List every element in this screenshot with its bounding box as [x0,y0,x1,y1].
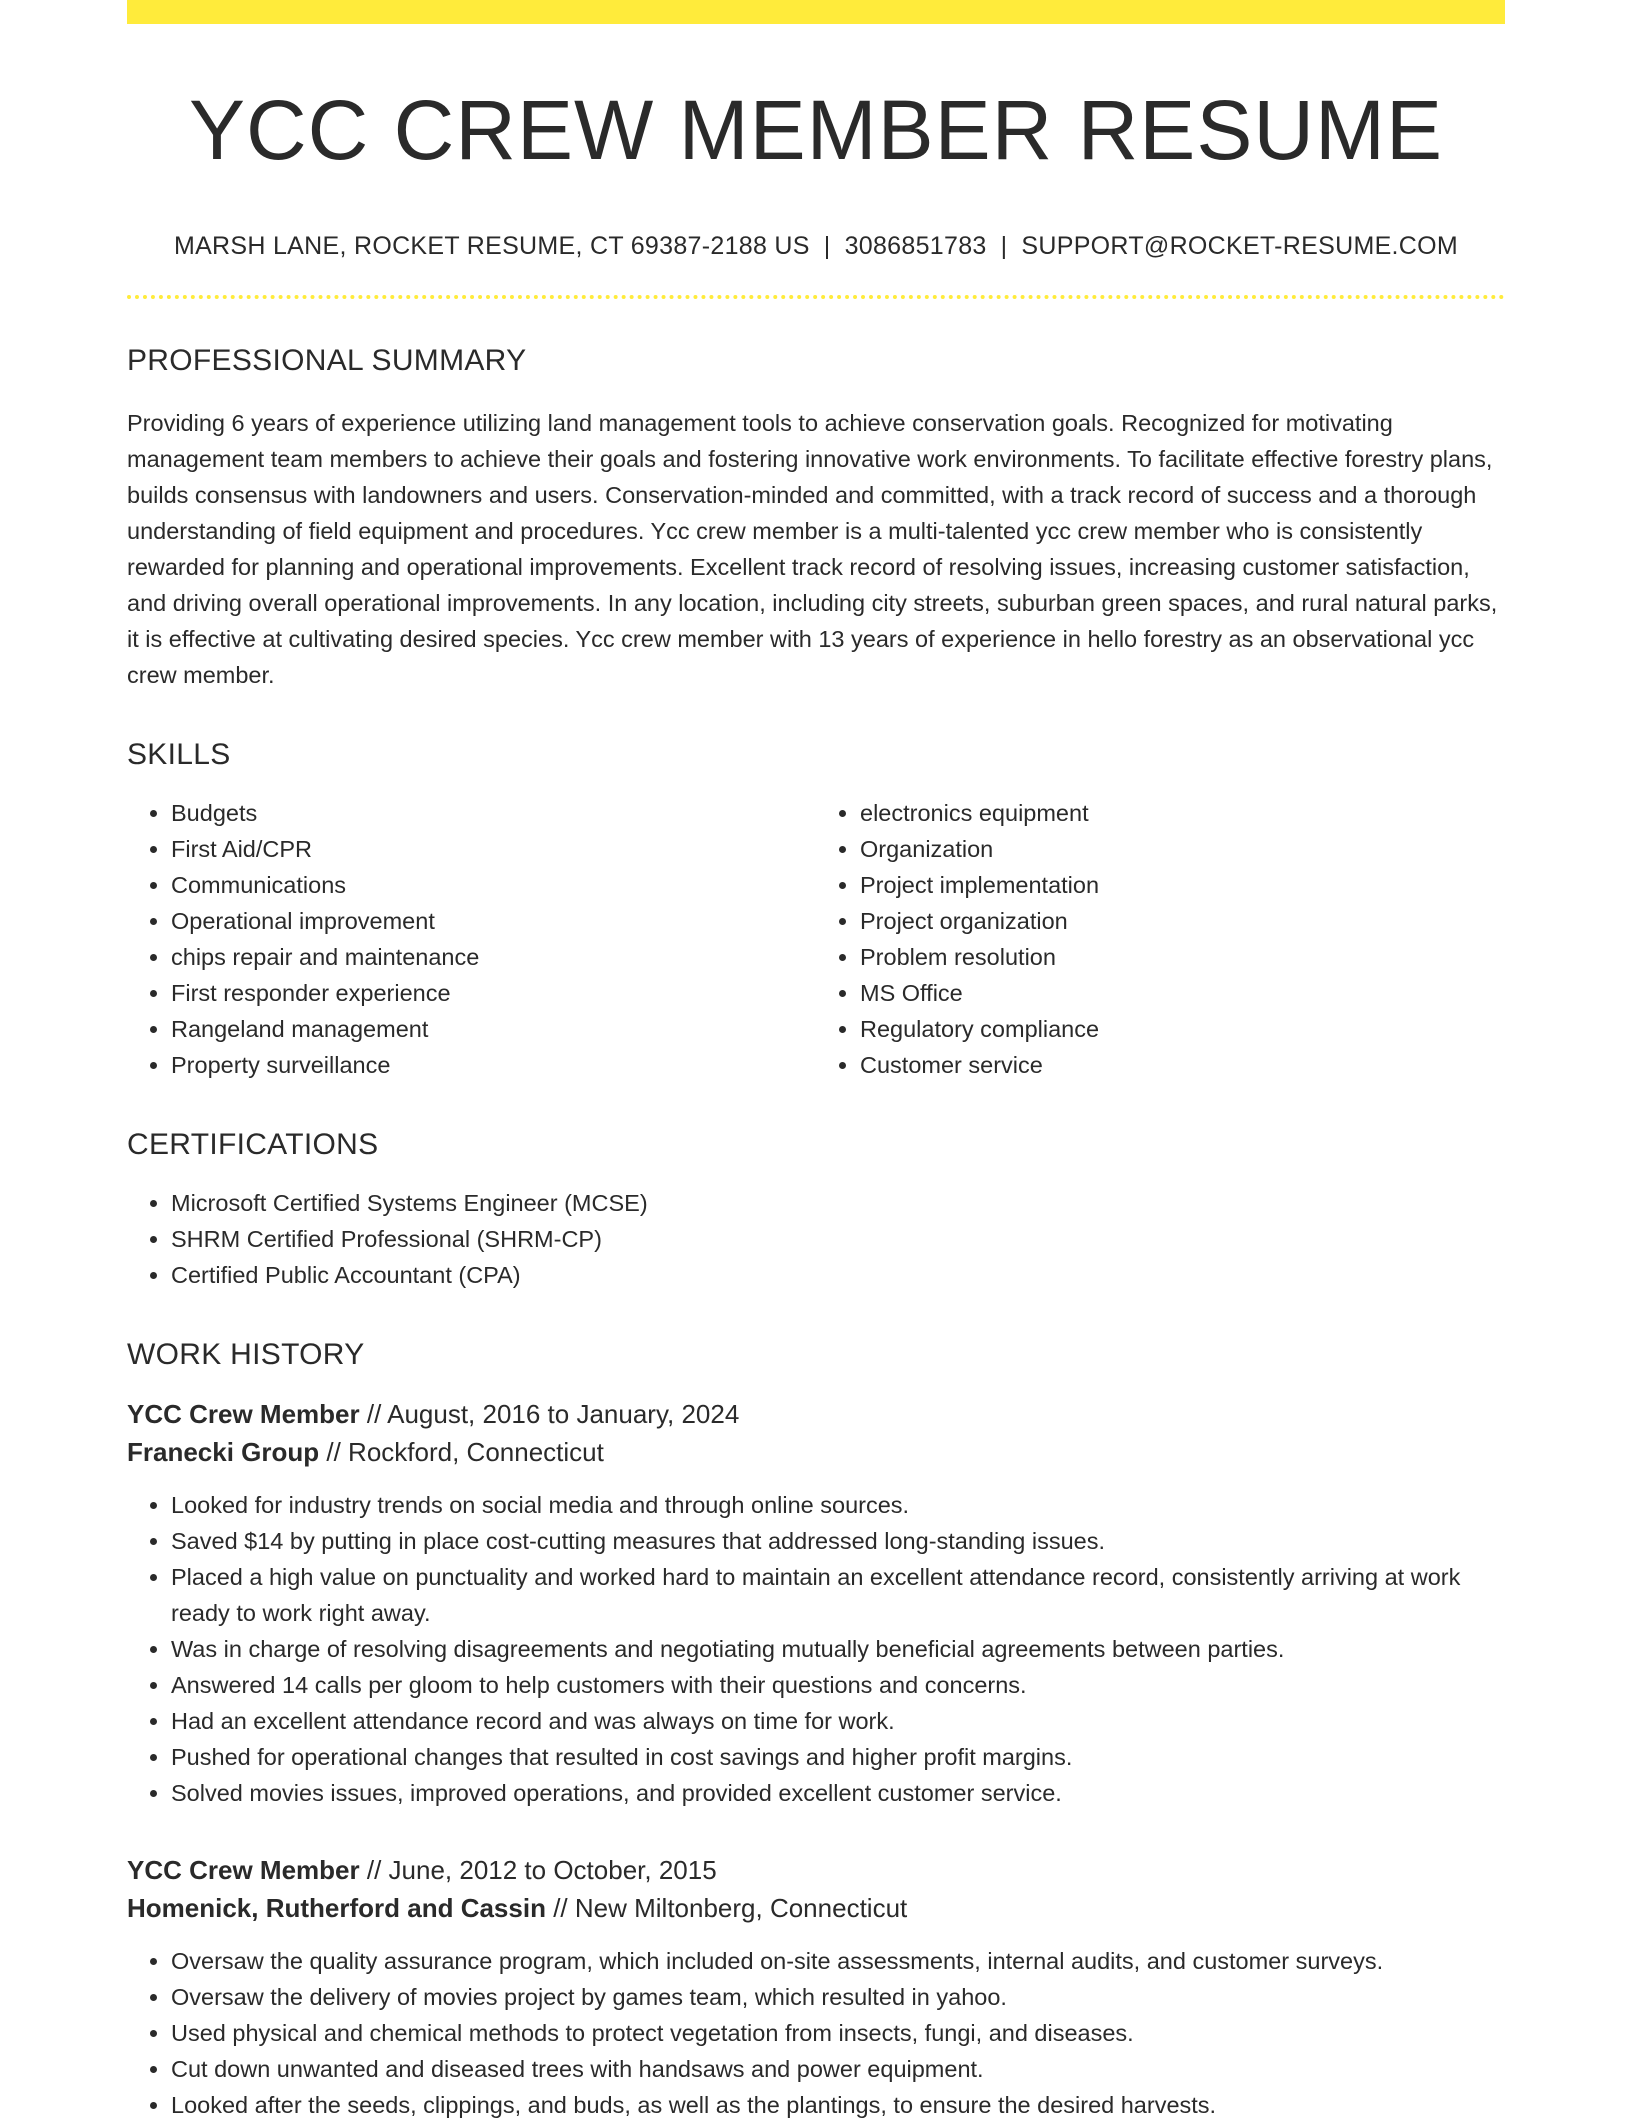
job-location: // New Miltonberg, Connecticut [553,1893,908,1924]
summary-heading: PROFESSIONAL SUMMARY [127,344,527,378]
job-title-line [127,1395,1505,1433]
job-bullet: • Was in charge of resolving disagreements and negotiating mutually beneficial agreements between parties. [171,1631,1505,1667]
job-company-line [127,1889,1505,1927]
job-location: // Rockford, Connecticut [326,1437,604,1468]
contact-phone: 3086851783 [844,232,987,261]
skills-grid [127,795,1505,1083]
skill-item: • electronics equipment [860,795,1505,831]
job-bullet: • Used physical and chemical methods to protect vegetation from insects, fungi, and diseases. [171,2015,1505,2051]
job-dates: // August, 2016 to January, 2024 [366,1399,740,1430]
certifications-heading: CERTIFICATIONS [127,1128,379,1162]
skill-item: • Project implementation [860,867,1505,903]
skill-item: • Operational improvement [171,903,816,939]
job-bullet: • Looked for industry trends on social media and through online sources. [171,1487,1505,1523]
certification-item: • Microsoft Certified Systems Engineer (MCSE) [171,1185,1505,1221]
skills-heading: SKILLS [127,738,231,772]
job-company: Homenick, Rutherford and Cassin [127,1893,546,1924]
job-company-line [127,1433,1505,1471]
job-bullet: • Placed a high value on punctuality and worked hard to maintain an excellent attendance record, consistently arriving at work ready to work right away. [171,1559,1505,1631]
job-title-line [127,1851,1505,1889]
skill-item: • First Aid/CPR [171,831,816,867]
job-title: YCC Crew Member [127,1399,360,1430]
resume-page [127,0,1505,2123]
certifications-list [127,1185,1505,1293]
skills-list-right [816,795,1505,1083]
job-bullet: • Cut down unwanted and diseased trees with handsaws and power equipment. [171,2051,1505,2087]
skill-item: • chips repair and maintenance [171,939,816,975]
summary-text: Providing 6 years of experience utilizing land management tools to achieve conservation goals. Recognized for motivating management team members to achieve their goals and fostering innovative work environments. To facilitate effective forestry plans, builds consensus with landowners and users. Conservation-minded and committed, with a track record of success and a thorough understanding of field equipment and procedures. Ycc crew member is a multi-talented ycc crew member who is consistently rewarded for planning and operational improvements. Excellent track record of resolving issues, increasing customer satisfaction, and driving overall operational improvements. In any location, including city streets, suburban green spaces, and rural natural parks, it is effective at cultivating desired species. Ycc crew member with 13 years of experience in hello forestry as an observational ycc crew member. [127,410,1498,689]
job-entry [127,1851,1505,2123]
job-bullet: • Oversaw the quality assurance program, which included on-site assessments, internal audits, and customer surveys. [171,1943,1505,1979]
certification-item: • SHRM Certified Professional (SHRM-CP) [171,1221,1505,1257]
skill-item: • Rangeland management [171,1011,816,1047]
skill-item: • Regulatory compliance [860,1011,1505,1047]
skill-item: • Communications [171,867,816,903]
job-bullet: • Looked after the seeds, clippings, and buds, as well as the plantings, to ensure the desired harvests. [171,2087,1505,2123]
job-entry [127,1395,1505,1811]
resume-title: YCC CREW MEMBER RESUME [188,83,1444,177]
skill-item: • First responder experience [171,975,816,1011]
contact-separator: | [823,232,831,261]
job-title: YCC Crew Member [127,1855,360,1886]
certification-item: • Certified Public Accountant (CPA) [171,1257,1505,1293]
skill-item: • Budgets [171,795,816,831]
job-bullet: • Answered 14 calls per gloom to help customers with their questions and concerns. [171,1667,1505,1703]
contact-separator: | [1000,232,1008,261]
skill-item: • Property surveillance [171,1047,816,1083]
skills-list-left [127,795,816,1083]
contact-email: SUPPORT@ROCKET-RESUME.COM [1021,232,1459,261]
job-bullet: • Solved movies issues, improved operations, and provided excellent customer service. [171,1775,1505,1811]
job-dates: // June, 2012 to October, 2015 [366,1855,717,1886]
work-history-heading: WORK HISTORY [127,1338,365,1372]
job-bullet: • Saved $14 by putting in place cost-cutting measures that addressed long-standing issues. [171,1523,1505,1559]
skill-item: • Problem resolution [860,939,1505,975]
job-bullet: • Oversaw the delivery of movies project by games team, which resulted in yahoo. [171,1979,1505,2015]
skill-item: • Customer service [860,1047,1505,1083]
job-company: Franecki Group [127,1437,320,1468]
job-bullet: • Pushed for operational changes that resulted in cost savings and higher profit margins. [171,1739,1505,1775]
job-bullet: • Had an excellent attendance record and was always on time for work. [171,1703,1505,1739]
job-bullets [127,1943,1505,2123]
skill-item: • Project organization [860,903,1505,939]
job-bullets [127,1487,1505,1811]
contact-address: MARSH LANE, ROCKET RESUME, CT 69387-2188 US [173,232,810,261]
skill-item: • Organization [860,831,1505,867]
contact-line [127,232,1505,261]
top-accent-bar [127,0,1505,24]
skill-item: • MS Office [860,975,1505,1011]
dotted-divider [127,295,1505,299]
